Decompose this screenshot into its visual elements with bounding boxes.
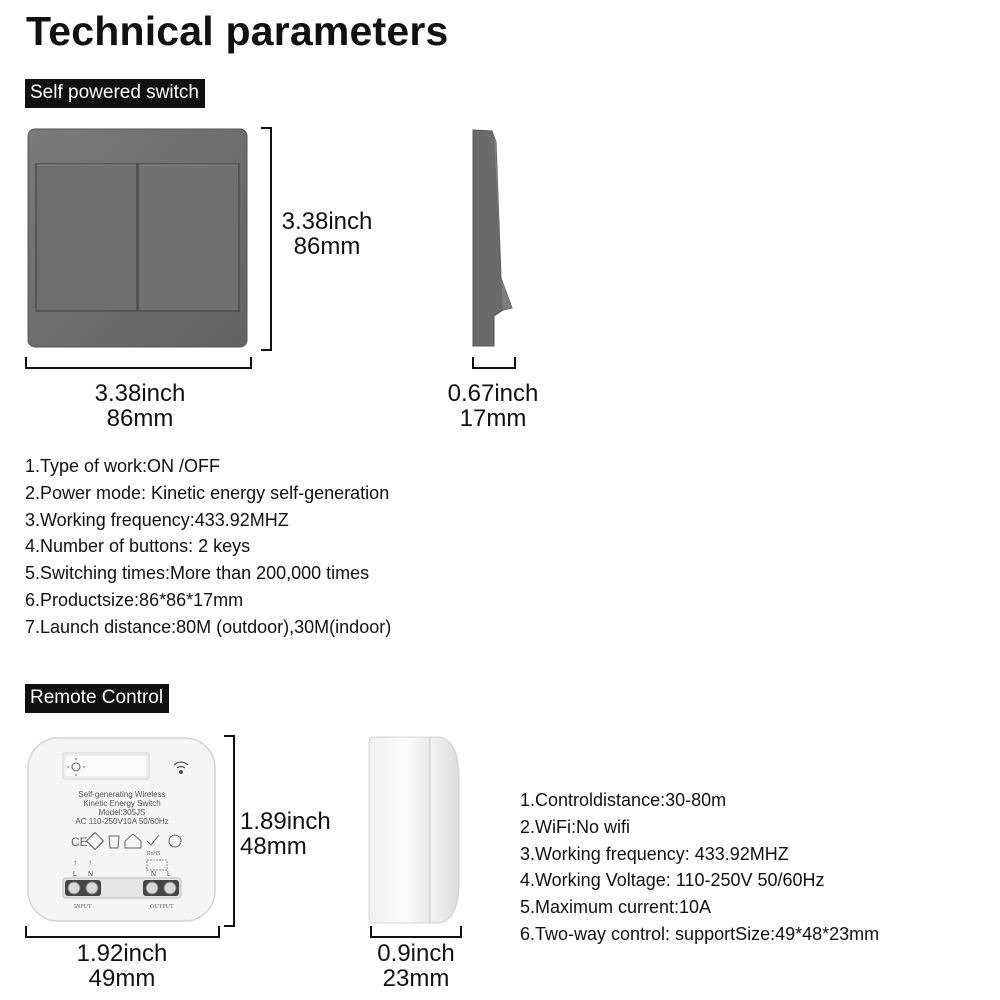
spec-item: 4.Working Voltage: 110-250V 50/60Hz [520, 870, 825, 891]
device-text-line1: Self-generating Wireless [78, 790, 166, 799]
switch-spec-list [25, 453, 391, 641]
svg-text:↑: ↑ [88, 858, 92, 867]
remote-front-image [27, 737, 217, 923]
remote-width-inch: 1.92inch [76, 940, 168, 967]
spec-item: 5.Maximum current:10A [520, 897, 712, 918]
terminal-label-l-right: L [167, 871, 171, 878]
depth-bracket [472, 357, 516, 369]
rohs-label: RoHS [147, 851, 161, 857]
input-label: INPUT [74, 904, 92, 910]
switch-height-inch: 3.38inch [281, 208, 373, 235]
spec-item: 1.Controldistance:30-80m [520, 790, 727, 810]
remote-width-mm: 49mm [88, 965, 156, 992]
svg-text:↑: ↑ [73, 858, 77, 867]
spec-item: 1.Type of work:ON /OFF [25, 456, 221, 476]
spec-item: 6.Productsize:86*86*17mm [25, 589, 244, 610]
spec-item: 2.Power mode: Kinetic energy self-generation [25, 482, 390, 503]
spec-item: 5.Switching times:More than 200,000 times [25, 563, 370, 584]
device-text-line4: AC 110-250V10A 50/60Hz [75, 817, 169, 826]
switch-width-inch: 3.38inch [94, 380, 186, 407]
height-bracket [261, 127, 272, 351]
remote-height-inch: 1.89inch [240, 808, 331, 835]
page-title: Technical parameters [26, 8, 449, 54]
remote-spec-list [520, 787, 879, 948]
terminal-label-n-left: N [88, 871, 94, 878]
section-label-remote: Remote Control [25, 684, 169, 713]
remote-height-mm: 48mm [240, 833, 307, 860]
switch-width-mm: 86mm [106, 405, 174, 432]
terminal-label-l-left: L [73, 871, 77, 878]
switch-depth-mm: 17mm [459, 405, 527, 432]
switch-side-image [470, 128, 516, 350]
switch-height-mm: 86mm [293, 233, 361, 260]
remote-depth-inch: 0.9inch [377, 940, 455, 967]
terminal-label-n-right: N [151, 871, 157, 878]
spec-item: 6.Two-way control: supportSize:49*48*23mm [520, 923, 880, 944]
output-label: OUTPUT [150, 904, 174, 910]
svg-text:CE: CE [71, 835, 88, 849]
device-text-line3: Model:305JS [98, 808, 146, 817]
spec-item: 7.Launch distance:80M (outdoor),30M(indoor) [25, 616, 392, 637]
spec-item: 3.Working frequency: 433.92MHZ [520, 843, 789, 864]
remote-height-bracket [224, 735, 235, 927]
remote-depth-mm: 23mm [382, 965, 450, 992]
section-label-switch: Self powered switch [25, 79, 205, 108]
spec-item: 4.Number of buttons: 2 keys [25, 536, 251, 557]
spec-item: 3.Working frequency:433.92MHZ [25, 509, 289, 530]
remote-depth-bracket [370, 926, 462, 938]
remote-width-bracket [25, 926, 220, 938]
spec-item: 2.WiFi:No wifi [520, 816, 631, 837]
device-text-line2: Kinetic Energy Switch [83, 799, 161, 808]
switch-depth-inch: 0.67inch [447, 380, 539, 407]
switch-front-image [27, 128, 249, 348]
width-bracket [25, 357, 252, 369]
remote-side-image [368, 735, 462, 925]
